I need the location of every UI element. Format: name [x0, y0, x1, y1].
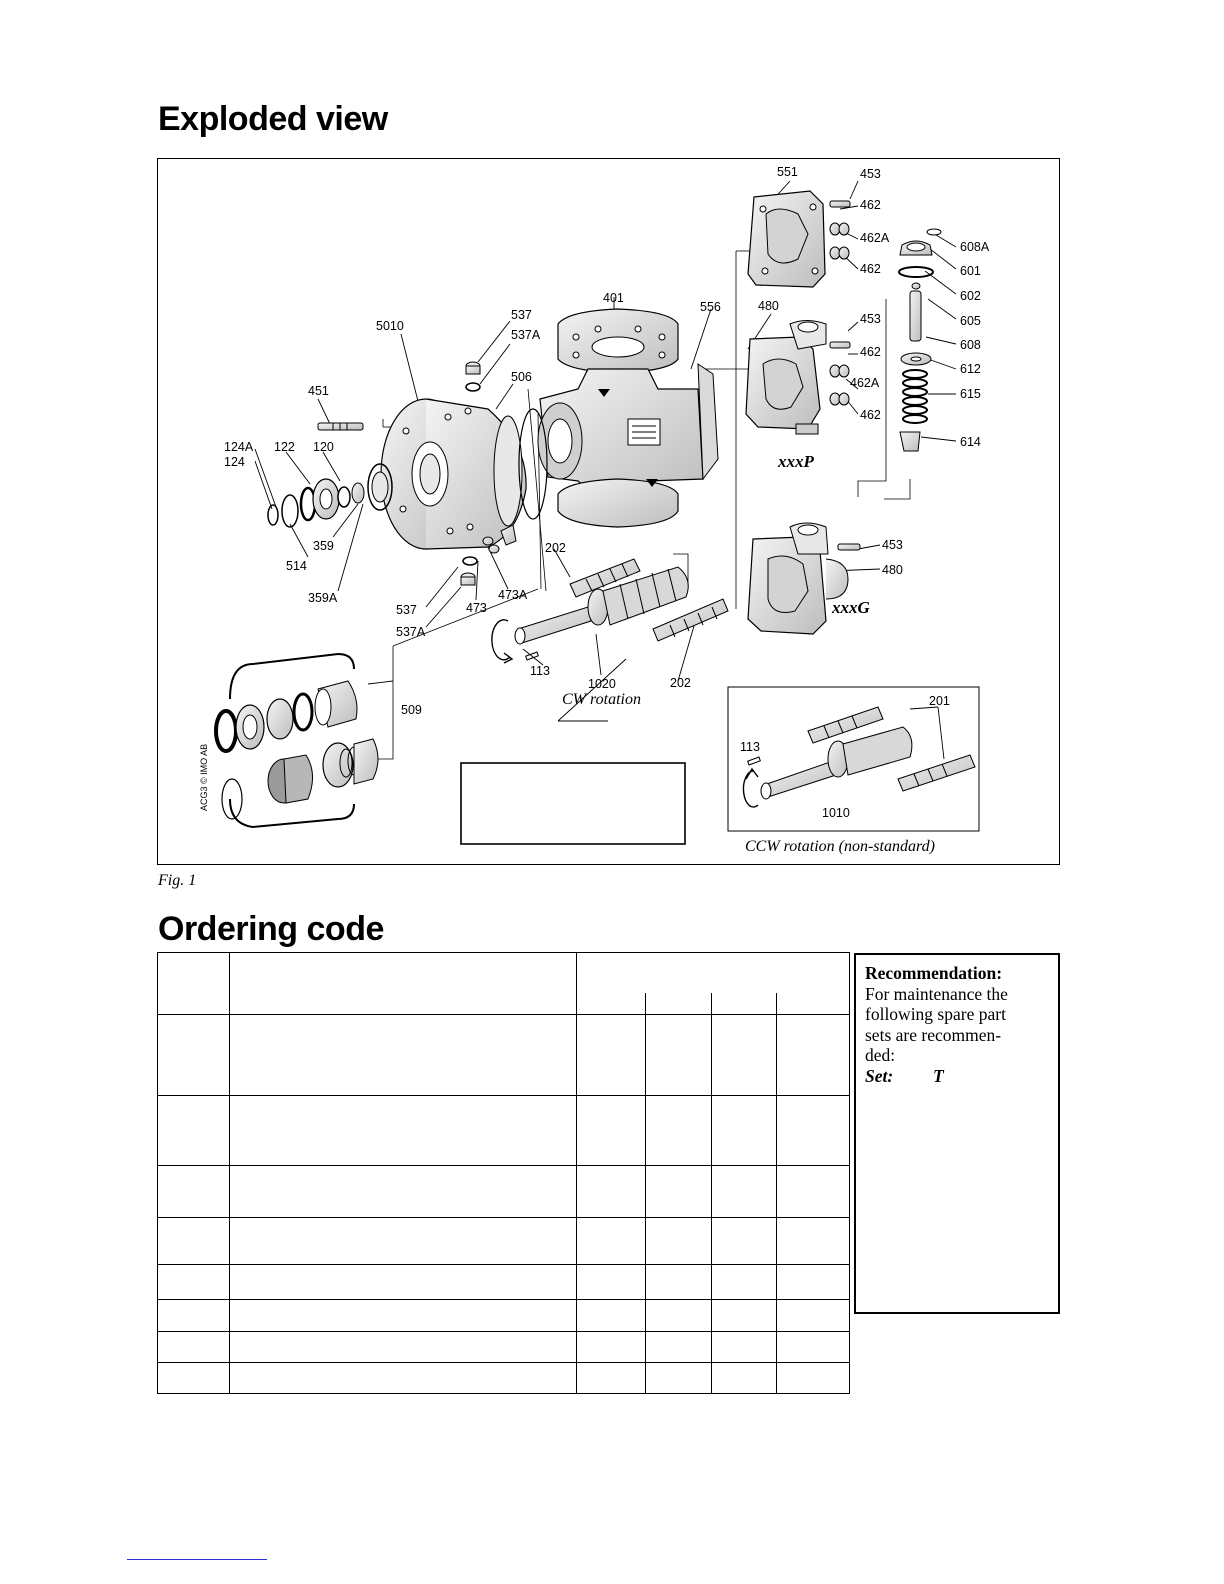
label-113: 113	[530, 664, 550, 678]
recommendation-line: For maintenance the	[865, 983, 1008, 1004]
label-462A: 462A	[860, 231, 890, 245]
table-cell	[777, 1218, 850, 1265]
table-cell	[646, 1218, 712, 1265]
label-509: 509	[401, 703, 422, 717]
table-cell	[777, 1265, 850, 1300]
label-480: 480	[758, 299, 779, 313]
table-cell	[158, 1096, 230, 1166]
label-556: 556	[700, 300, 721, 314]
ccw-rotation-caption: CCW rotation (non-standard)	[745, 838, 935, 855]
table-cell	[158, 1332, 230, 1363]
table-cell	[646, 1015, 712, 1096]
table-row	[158, 1015, 850, 1096]
label-124: 124	[224, 455, 245, 469]
table-cell	[646, 1096, 712, 1166]
recommendation-line: ded:	[865, 1045, 896, 1065]
copyright-text: ACG3 © IMO AB	[199, 743, 209, 811]
set-label: Set:	[865, 1065, 894, 1086]
table-row	[158, 1166, 850, 1218]
ccw-rotors	[743, 707, 975, 807]
table-row	[158, 1218, 850, 1265]
label-359A: 359A	[308, 591, 338, 605]
label-537A: 537A	[396, 625, 426, 639]
table-cell	[230, 953, 577, 1015]
table-cell	[230, 1363, 577, 1394]
table-cell	[712, 1265, 777, 1300]
label-359: 359	[313, 539, 334, 553]
label-462: 462	[860, 345, 881, 359]
table-row	[158, 1332, 850, 1363]
table-cell	[158, 953, 230, 1015]
label-612: 612	[960, 362, 981, 376]
recommendation-line: following spare part	[865, 1004, 1006, 1024]
table-cell	[158, 1363, 230, 1394]
table-row	[158, 1300, 850, 1332]
label-401: 401	[603, 291, 624, 305]
table-cell	[712, 1218, 777, 1265]
label-514: 514	[286, 559, 307, 573]
end-cover-5010	[381, 399, 526, 549]
bolt-451	[318, 423, 363, 430]
footnote-rule	[127, 1559, 267, 1560]
label-462: 462	[860, 408, 881, 422]
table-cell	[777, 993, 850, 1015]
cover-plate-551	[748, 191, 825, 287]
table-row	[158, 1265, 850, 1300]
table-cell	[158, 1265, 230, 1300]
label-453: 453	[860, 312, 881, 326]
label-608: 608	[960, 338, 981, 352]
table-row	[158, 1363, 850, 1394]
table-header-span	[577, 953, 850, 993]
label-1020: 1020	[588, 677, 616, 691]
label-462A: 462A	[850, 376, 880, 390]
label-614: 614	[960, 435, 981, 449]
table-cell	[712, 1300, 777, 1332]
table-header-row	[158, 953, 850, 993]
exploded-view-heading: Exploded view	[158, 100, 388, 138]
table-cell	[577, 1363, 646, 1394]
table-row	[158, 1096, 850, 1166]
label-605: 605	[960, 314, 981, 328]
table-cell	[646, 1166, 712, 1218]
table-cell	[777, 1015, 850, 1096]
label-453: 453	[860, 167, 881, 181]
table-cell	[712, 1015, 777, 1096]
label-537A: 537A	[511, 328, 541, 342]
label-1010: 1010	[822, 806, 850, 820]
label-124A: 124A	[224, 440, 254, 454]
table-cell	[577, 993, 646, 1015]
table-cell	[158, 1015, 230, 1096]
table-cell	[646, 993, 712, 1015]
label-615: 615	[960, 387, 981, 401]
label-120: 120	[313, 440, 334, 454]
table-cell	[777, 1332, 850, 1363]
table-cell	[158, 1166, 230, 1218]
label-608A: 608A	[960, 240, 990, 254]
label-602: 602	[960, 289, 981, 303]
table-cell	[230, 1332, 577, 1363]
table-cell	[230, 1166, 577, 1218]
ordering-code-table	[157, 952, 850, 1394]
ordering-code-heading: Ordering code	[158, 910, 384, 948]
label-202: 202	[670, 676, 691, 690]
variant-g-label: xxxG	[832, 598, 870, 617]
table-cell	[646, 1332, 712, 1363]
label-462: 462	[860, 262, 881, 276]
table-cell	[230, 1096, 577, 1166]
label-473: 473	[466, 601, 487, 615]
set-value: T	[933, 1065, 944, 1086]
table-cell	[230, 1015, 577, 1096]
table-cell	[158, 1218, 230, 1265]
empty-legend-box	[461, 763, 685, 844]
table-cell	[777, 1300, 850, 1332]
figure-caption: Fig. 1	[158, 872, 197, 889]
table-cell	[777, 1166, 850, 1218]
label-551: 551	[777, 165, 798, 179]
recommendation-line: sets are recommen-	[865, 1024, 1002, 1045]
recommendation-box	[854, 953, 1060, 1314]
table-cell	[577, 1096, 646, 1166]
pump-body-401	[538, 309, 718, 527]
bearing-stack	[268, 464, 392, 527]
recommendation-title: Recommendation:	[865, 963, 1003, 983]
table-cell	[230, 1218, 577, 1265]
recommendation-set	[865, 1066, 1050, 1087]
exploded-view-drawing	[158, 159, 1061, 866]
label-451: 451	[308, 384, 329, 398]
table-cell	[712, 1096, 777, 1166]
label-537: 537	[396, 603, 417, 617]
table-cell	[646, 1265, 712, 1300]
label-453: 453	[882, 538, 903, 552]
table-cell	[712, 1363, 777, 1394]
label-122: 122	[274, 440, 295, 454]
table-cell	[577, 1218, 646, 1265]
label-506: 506	[511, 370, 532, 384]
seal-kit-509	[216, 654, 378, 827]
table-cell	[230, 1265, 577, 1300]
table-cell	[577, 1265, 646, 1300]
table-cell	[712, 1166, 777, 1218]
table-cell	[577, 1332, 646, 1363]
label-462: 462	[860, 198, 881, 212]
table-cell	[712, 1332, 777, 1363]
label-202: 202	[545, 541, 566, 555]
table-cell	[577, 1300, 646, 1332]
table-cell	[577, 1166, 646, 1218]
table-cell	[230, 1300, 577, 1332]
label-5010: 5010	[376, 319, 404, 333]
bolts-middle	[830, 342, 850, 405]
plug-537-top	[466, 362, 480, 391]
table-cell	[158, 1300, 230, 1332]
bolts-top	[830, 201, 850, 259]
table-cell	[777, 1363, 850, 1394]
table-cell	[646, 1300, 712, 1332]
label-601: 601	[960, 264, 981, 278]
relief-valve-parts	[899, 229, 941, 451]
label-113: 113	[740, 740, 760, 754]
label-480: 480	[882, 563, 903, 577]
table-cell	[712, 993, 777, 1015]
label-201: 201	[929, 694, 950, 708]
label-473A: 473A	[498, 588, 528, 602]
variant-p-label: xxxP	[778, 452, 814, 471]
table-cell	[646, 1363, 712, 1394]
table-cell	[577, 1015, 646, 1096]
label-537: 537	[511, 308, 532, 322]
cw-rotation-arrow	[492, 620, 512, 663]
exploded-view-figure	[157, 158, 1060, 865]
cover-480-p	[746, 321, 826, 435]
cover-480-g	[748, 523, 860, 634]
table-cell	[777, 1096, 850, 1166]
cw-rotation-caption: CW rotation	[562, 691, 641, 708]
